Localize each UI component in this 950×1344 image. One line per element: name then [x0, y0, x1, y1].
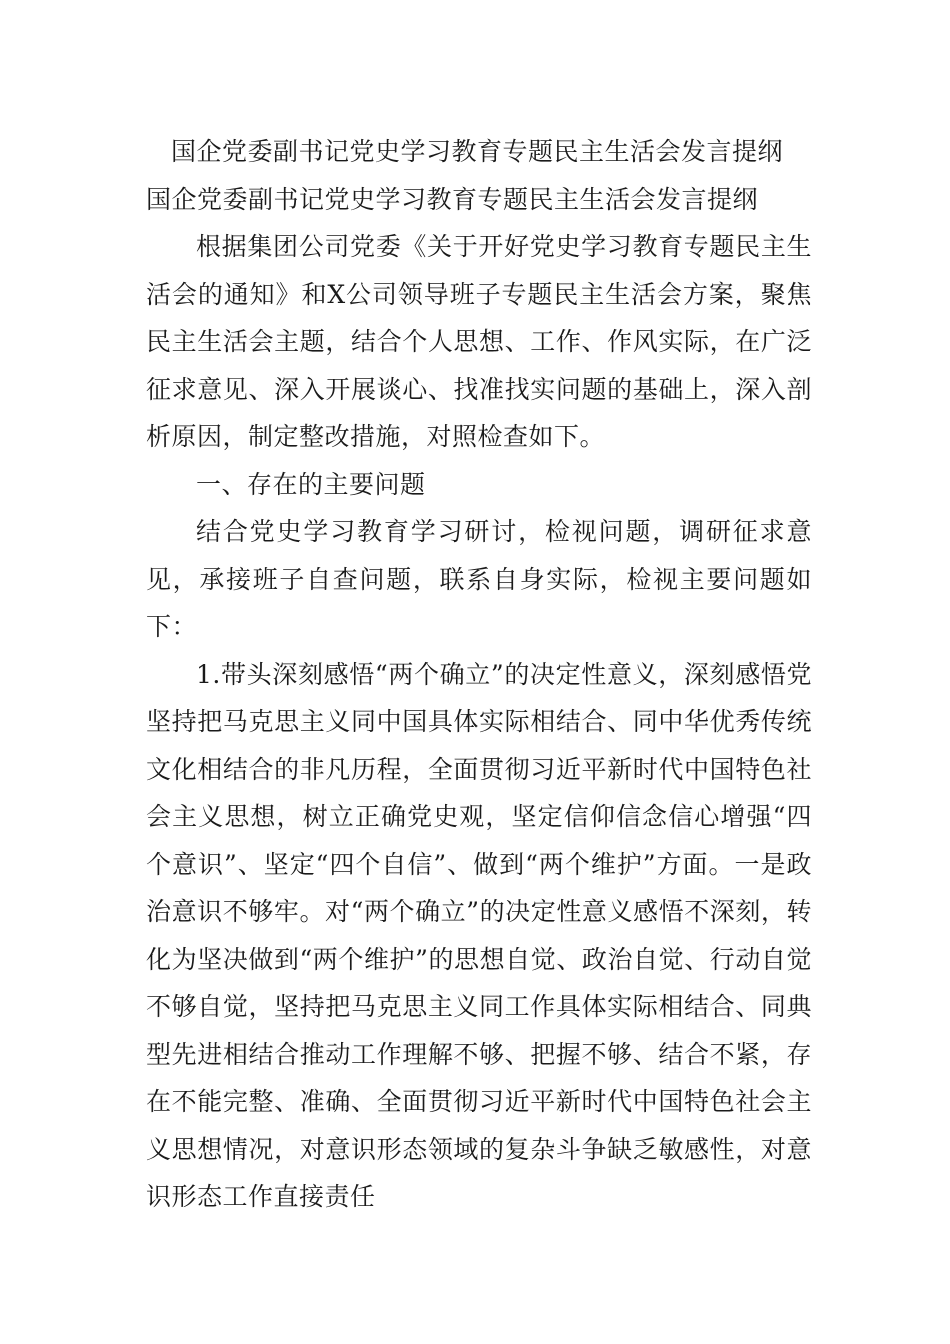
intro-paragraph: 根据集团公司党委《关于开好党史学习教育专题民主生活会的通知》和X公司领导班子专题民主生活会方案，聚焦民主生活会主题，结合个人思想、工作、作风实际，在广泛征求意见、深入开展谈心、找准找实问题的基础上，深入剖析原因，制定整改措施，对照检查如下。 — [146, 232, 812, 451]
document-body — [146, 128, 812, 1221]
document-title: 国企党委副书记党史学习教育专题民主生活会发言提纲 — [171, 137, 784, 166]
section-intro-paragraph: 结合党史学习教育学习研讨，检视问题，调研征求意见，承接班子自查问题，联系自身实际，检视主要问题如下： — [146, 517, 812, 641]
item-1-paragraph: 1.带头深刻感悟“两个确立”的决定性意义，深刻感悟党坚持把马克思主义同中国具体实际相结合、同中华优秀传统文化相结合的非凡历程，全面贯彻习近平新时代中国特色社会主义思想，树立正确党史观，坚定信仰信念信心增强“四个意识”、坚定“四个自信”、做到“两个维护”方面。一是政治意识不够牢。对“两个确立”的决定性意义感悟不深刻，转化为坚决做到“两个维护”的思想自觉、政治自觉、行动自觉不够自觉，坚持把马克思主义同工作具体实际相结合、同典型先进相结合推动工作理解不够、把握不够、结合不紧，存在不能完整、准确、全面贯彻习近平新时代中国特色社会主义思想情况，对意识形态领域的复杂斗争缺乏敏感性，对意识形态工作直接责任 — [146, 659, 812, 1211]
section-heading: 一、存在的主要问题 — [196, 469, 426, 499]
document-subtitle: 国企党委副书记党史学习教育专题民主生活会发言提纲 — [146, 184, 759, 214]
